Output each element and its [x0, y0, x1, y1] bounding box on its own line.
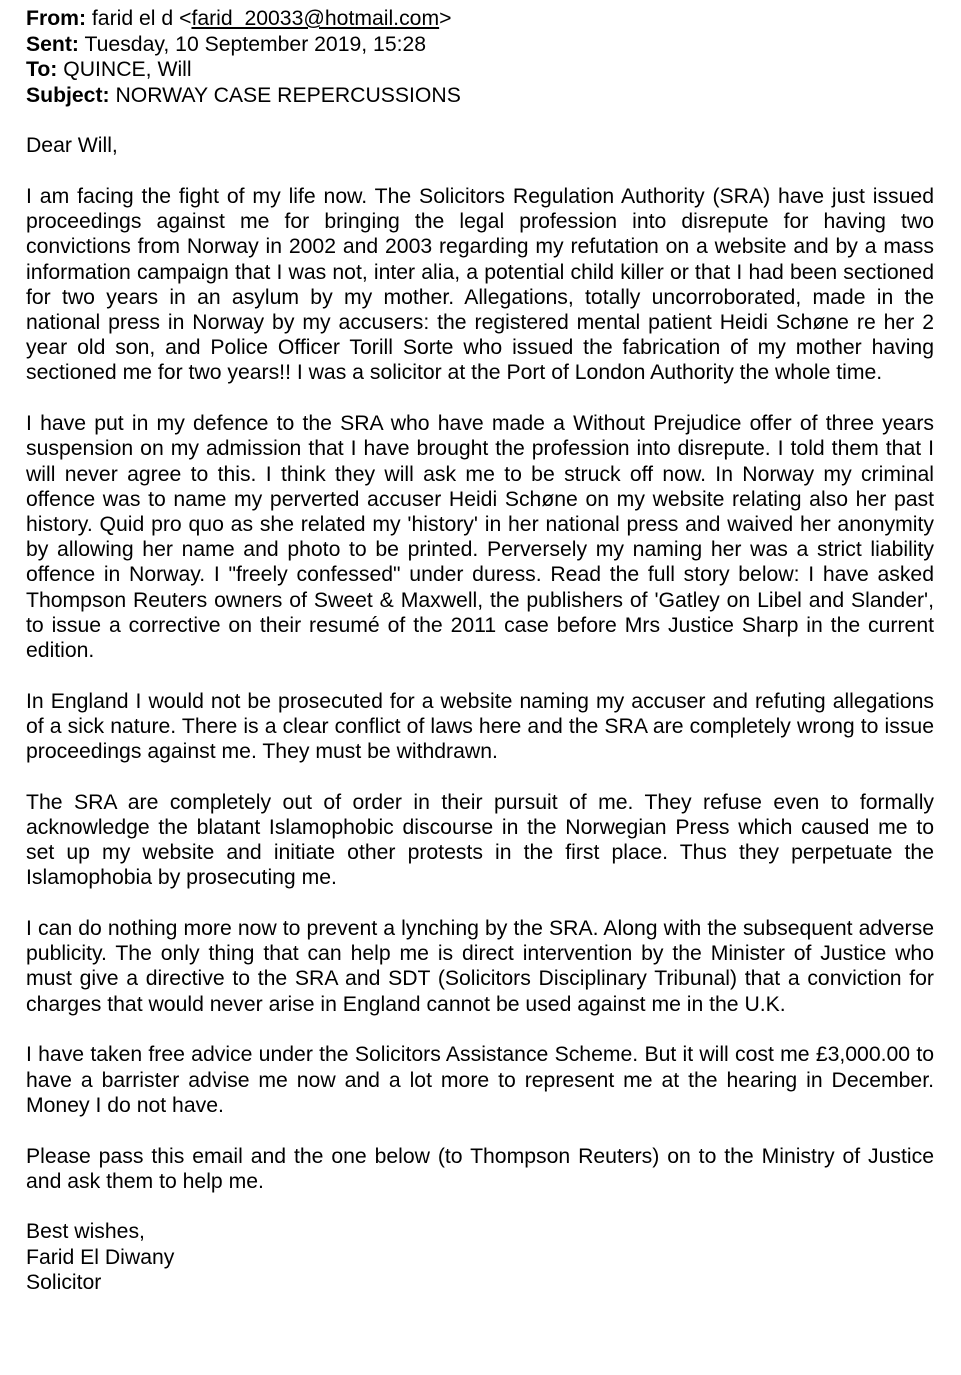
- body-paragraph: I am facing the fight of my life now. The Solicitors Regulation Authority (SRA) have just issued proceedings against me for bringing the legal profession into disrepute for having two convictions from Norway in 2002 and 2003 regarding my refutation on a website and by a mass information campaign that I was not, inter alia, a potential child killer or that I had been sectioned for two years in an asylum by my mother. Allegations, totally uncorroborated, made in the national press in Norway by my accusers: the registered mental patient Heidi Schøne re her 2 year old son, and Police Officer Torill Sorte who issued the fabrication of my mother having sectioned me for two years!! I was a solicitor at the Port of London Authority the whole time.: [26, 185, 934, 385]
- body-paragraph: I can do nothing more now to prevent a lynching by the SRA. Along with the subsequent adverse publicity. The only thing that can help me is direct intervention by the Minister of Justice who must give a directive to the SRA and SDT (Solicitors Disciplinary Tribunal) that a conviction for charges that would never arise in England cannot be used against me in the U.K.: [26, 917, 934, 1016]
- from-email-open-bracket: <: [179, 7, 192, 30]
- to-value: QUINCE, Will: [63, 58, 192, 81]
- closing: Best wishes,: [26, 1220, 145, 1244]
- body-paragraph: I have put in my defence to the SRA who have made a Without Prejudice offer of three years suspension on my admission that I have brought the profession into disrepute. I told them that I will never agree to this. I think they will ask me to be struck off now. In Norway my criminal offence was to name my perverted accuser Heidi Schøne on my website relating also her past history. Quid pro quo as she related my 'history' in her national press and waived her anonymity by allowing her name and photo to be printed. Perversely my naming her was a strict liability offence in Norway. I "freely confessed" under duress. Read the full story below: I have asked Thompson Reuters owners of Sweet & Maxwell, the publishers of 'Gatley on Libel and Slander', to issue a corrective on their resumé of the 2011 case before Mrs Justice Sharp in the current edition.: [26, 412, 934, 662]
- from-email-link[interactable]: farid_20033@hotmail.com: [191, 7, 440, 30]
- from-name: farid el d: [91, 7, 174, 30]
- subject-label: Subject:: [26, 83, 110, 107]
- sent-line: [26, 32, 934, 58]
- from-email-close-bracket: >: [439, 7, 452, 30]
- from-line: [26, 6, 934, 32]
- sign-off-block: [26, 1219, 934, 1295]
- sent-label: Sent:: [26, 32, 79, 56]
- body-paragraph: In England I would not be prosecuted for a website naming my accuser and refuting allegations of a sick nature. There is a clear conflict of laws here and the SRA are completely wrong to issue proceedings against me. They must be withdrawn.: [26, 689, 934, 764]
- to-line: [26, 57, 934, 83]
- body-paragraph: Please pass this email and the one below (to Thompson Reuters) on to the Ministry of Justice and ask them to help me.: [26, 1144, 934, 1193]
- signature-name: Farid El Diwany: [26, 1245, 175, 1269]
- body-paragraph: I have taken free advice under the Solicitors Assistance Scheme. But it will cost me £3,000.00 to have a barrister advise me now and a lot more to represent me at the hearing in December. Money I do not have.: [26, 1043, 934, 1117]
- sent-value: Tuesday, 10 September 2019, 15:28: [84, 32, 427, 56]
- subject-value: NORWAY CASE REPERCUSSIONS: [115, 83, 461, 107]
- from-label: From:: [26, 7, 87, 30]
- salutation: Dear Will,: [26, 134, 118, 157]
- subject-line: [26, 83, 934, 109]
- to-label: To:: [26, 58, 58, 81]
- body-paragraph: The SRA are completely out of order in their pursuit of me. They refuse even to formally acknowledge the blatant Islamophobic discourse in the Norwegian Press which caused me to set up my website and initiate other protests in the first place. Thus they perpetuate the Islamophobia by prosecuting me.: [26, 790, 934, 890]
- signature-title: Solicitor: [26, 1270, 102, 1294]
